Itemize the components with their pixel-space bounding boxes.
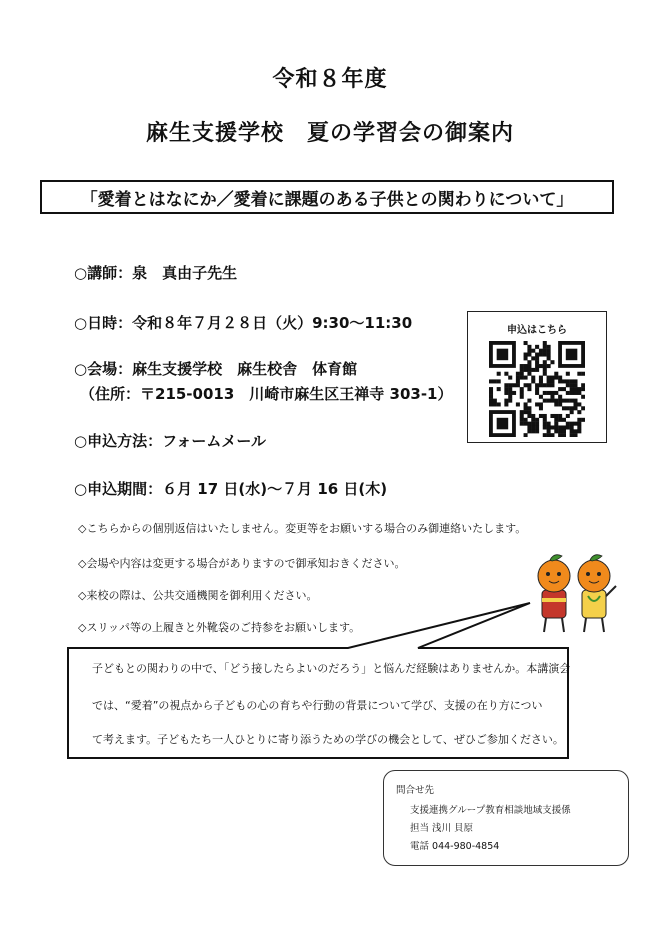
speech-text-line: 子どもとの関わりの中で、「どう接したらよいのだろう」と悩んだ経験はありませんか。本講演会: [92, 662, 571, 675]
contact-phone: 電話 044-980-4854: [410, 841, 500, 852]
mascot-characters-image: [528, 550, 620, 636]
note-item: ◇こちらからの個別返信はいたしません。変更等をお願いする場合のみ御連絡いたします。: [78, 522, 527, 535]
note-item: ◇スリッパ等の上履きと外靴袋のご持参をお願いします。: [78, 621, 361, 634]
speech-text-line: て考えます。子どもたち一人ひとりに寄り添うための学びの機会として、ぜひご参加ください。: [92, 733, 564, 746]
theme-box: [40, 180, 614, 214]
application-period-line: ○申込期間：６月 17 日(水)～７月 16 日(木): [74, 480, 388, 498]
page-title-year: 令和８年度: [272, 67, 388, 92]
theme-text: 「愛着とはなにか／愛着に課題のある子供との関わりについて」: [80, 189, 574, 210]
mascot-right: [578, 555, 616, 632]
note-item: ◇来校の際は、公共交通機関を御利用ください。: [78, 589, 318, 602]
contact-title: 問合せ先: [396, 785, 435, 796]
contact-staff: 担当 浅川 貝原: [410, 823, 474, 834]
lecturer-line: ○講師：泉 真由子先生: [74, 264, 238, 282]
qr-label: 申込はこちら: [507, 325, 567, 336]
contact-box: [383, 770, 629, 866]
page-title: 麻生支援学校 夏の学習会の御案内: [145, 121, 514, 146]
note-item: ◇会場や内容は変更する場合がありますので御承知おきください。: [78, 557, 406, 570]
contact-department: 支援連携グループ教育相談地域支援係: [410, 805, 571, 816]
mascot-left: [538, 555, 570, 632]
qr-code-box[interactable]: [467, 311, 607, 443]
speech-text-line: では、“愛着”の視点から子どもの心の育ちや行動の背景について学び、支援の在り方につい: [92, 699, 543, 712]
venue-line: ○会場：麻生支援学校 麻生校舎 体育館: [74, 360, 358, 378]
address-line: （住所：〒215-0013 川崎市麻生区王禅寺 303-1）: [80, 385, 453, 403]
application-method-line: ○申込方法：フォームメール: [74, 432, 267, 450]
datetime-line: ○日時：令和８年７月２８日（火）9:30～11:30: [74, 314, 413, 332]
qr-code-icon[interactable]: [489, 341, 585, 437]
